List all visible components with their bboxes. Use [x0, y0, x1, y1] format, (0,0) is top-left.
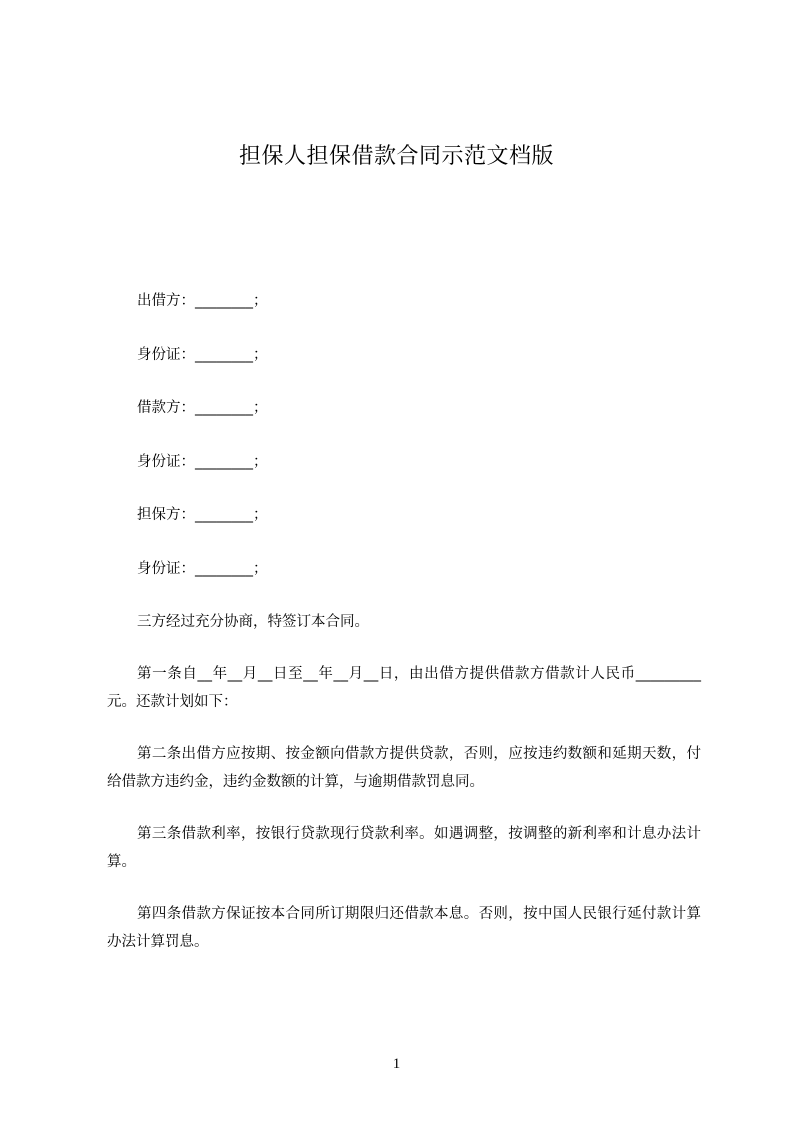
guarantor-id-field: 身份证：________； [137, 561, 268, 577]
lender-field: 出借方：________； [137, 293, 268, 309]
borrower-field: 借款方：________； [137, 400, 268, 416]
borrower-id-field: 身份证：________； [137, 454, 268, 470]
page-number: 1 [392, 1056, 401, 1072]
article-1: 第一条自__年__月__日至__年__月__日，由出借方提供借款方借款计人民币_________元。还款计划如下： [107, 666, 701, 710]
lender-id-field: 身份证：________； [137, 347, 268, 363]
article-4: 第四条借款方保证按本合同所订期限归还借款本息。否则，按中国人民银行延付款计算办法计算罚息。 [107, 906, 701, 950]
guarantor-field: 担保方：________； [137, 507, 268, 523]
article-3: 第三条借款利率，按银行贷款现行贷款利率。如遇调整，按调整的新利率和计息办法计算。 [107, 826, 701, 870]
intro-paragraph: 三方经过充分协商，特签订本合同。 [137, 614, 369, 630]
article-2: 第二条出借方应按期、按金额向借款方提供贷款，否则，应按违约数额和延期天数，付给借款方违约金，违约金数额的计算，与逾期借款罚息同。 [107, 746, 701, 790]
document-title: 担保人担保借款合同示范文档版 [238, 144, 554, 169]
